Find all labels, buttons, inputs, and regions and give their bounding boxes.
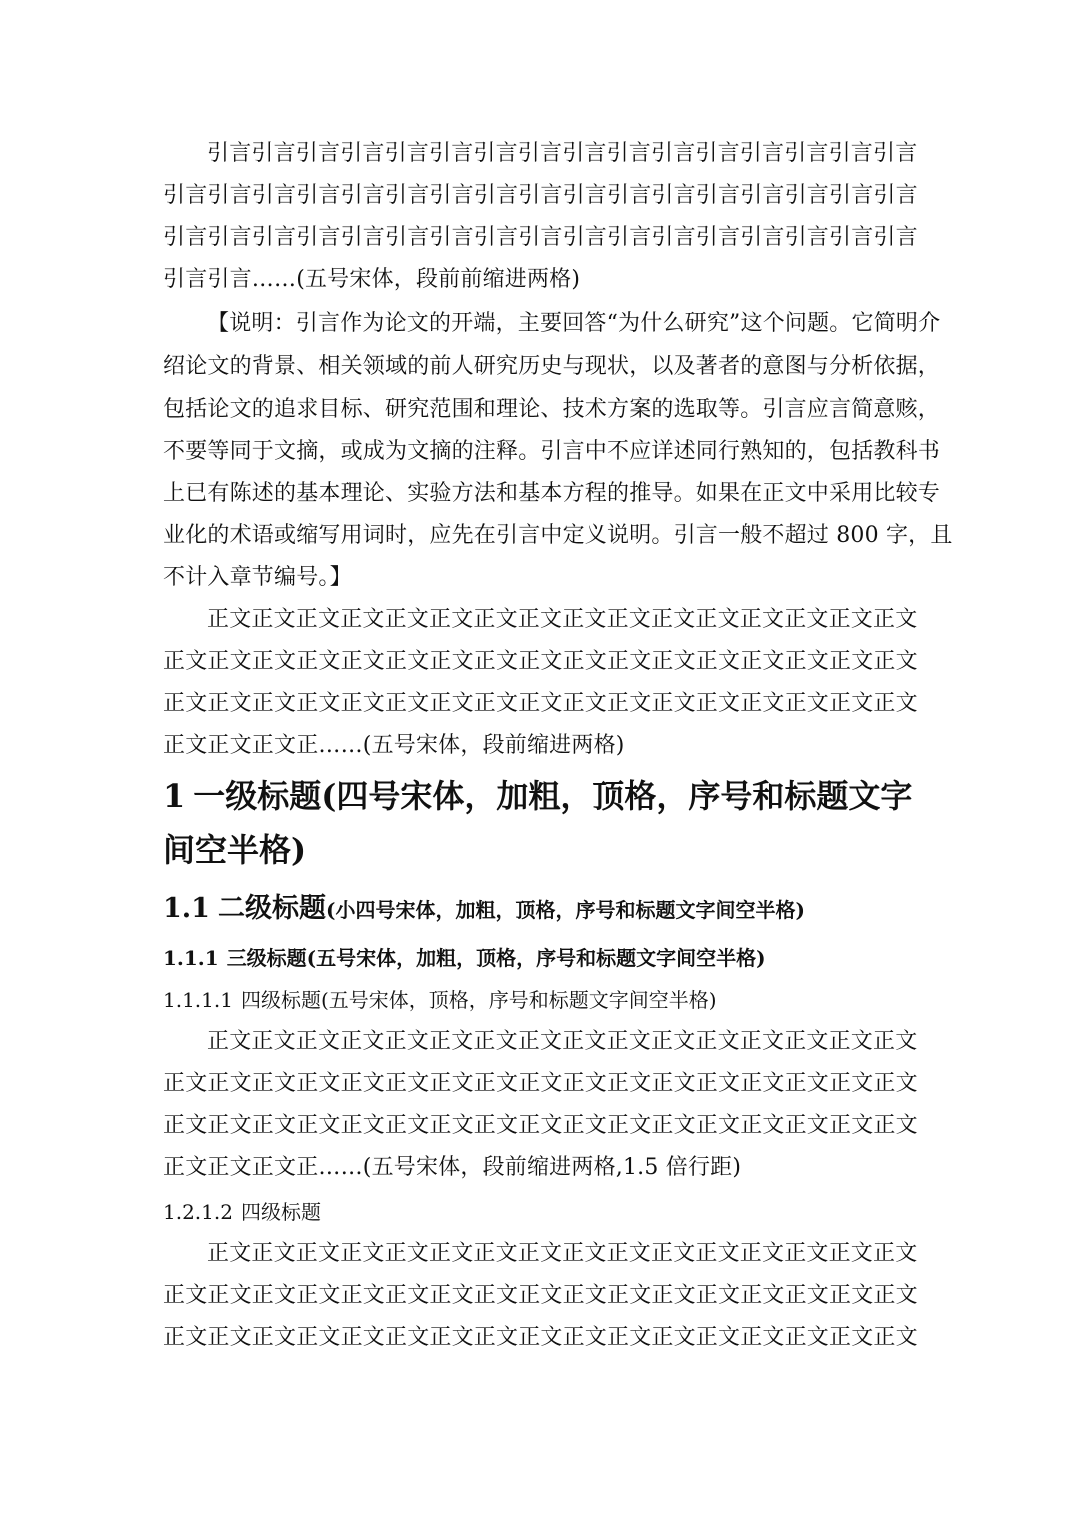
heading-2-note: (小四号宋体，加粗，顶格，序号和标题文字间空半格) (325, 898, 805, 922)
body3-line-3: 正文正文正文正文正文正文正文正文正文正文正文正文正文正文正文正文正文 (163, 1325, 918, 1350)
heading-1-title-line-2: 间空半格) (163, 831, 307, 869)
body1-line-3: 正文正文正文正文正文正文正文正文正文正文正文正文正文正文正文正文正文 (163, 691, 918, 716)
heading-3-number: 1.1.1 (163, 946, 219, 970)
intro-line-2: 引言引言引言引言引言引言引言引言引言引言引言引言引言引言引言引言引言 (163, 183, 918, 208)
body2-line-4: 正文正文正文正……(五号宋体，段前缩进两格,1.5 倍行距) (163, 1155, 742, 1180)
heading-2-title: 二级标题 (217, 893, 326, 924)
body2-line-2: 正文正文正文正文正文正文正文正文正文正文正文正文正文正文正文正文正文 (163, 1071, 918, 1096)
heading-1-number: 1 (163, 777, 186, 815)
note-line-7: 不计入章节编号。】 (163, 565, 352, 590)
body2-line-1: 正文正文正文正文正文正文正文正文正文正文正文正文正文正文正文正文 (207, 1029, 918, 1054)
body1-line-1: 正文正文正文正文正文正文正文正文正文正文正文正文正文正文正文正文 (207, 607, 918, 632)
note-line-1: 【说明：引言作为论文的开端，主要回答“为什么研究”这个问题。它简明介 (207, 311, 941, 336)
heading-2-number: 1.1 (163, 893, 210, 924)
intro-line-1: 引言引言引言引言引言引言引言引言引言引言引言引言引言引言引言引言 (207, 141, 918, 166)
note-line-3: 包括论文的追求目标、研究范围和理论、技术方案的选取等。引言应言简意赅， (163, 397, 941, 422)
body3-line-1: 正文正文正文正文正文正文正文正文正文正文正文正文正文正文正文正文 (207, 1241, 918, 1266)
heading-level-2 (163, 892, 805, 927)
note-line-4: 不要等同于文摘，或成为文摘的注释。引言中不应详述同行熟知的，包括教科书 (163, 439, 941, 464)
heading-4b-number: 1.2.1.2 (163, 1200, 233, 1224)
heading-level-1 (163, 776, 912, 816)
intro-line-3: 引言引言引言引言引言引言引言引言引言引言引言引言引言引言引言引言引言 (163, 225, 918, 250)
heading-4a-title: 四级标题(五号宋体，顶格，序号和标题文字间空半格) (240, 988, 717, 1012)
note-line-2: 绍论文的背景、相关领域的前人研究历史与现状，以及著者的意图与分析依据， (163, 354, 941, 379)
heading-1-title-line-1: 一级标题(四号宋体，加粗，顶格，序号和标题文字 (193, 777, 913, 815)
heading-4b-title: 四级标题 (240, 1200, 321, 1224)
document-page (163, 0, 953, 1523)
intro-line-4: 引言引言……(五号宋体，段前前缩进两格) (163, 267, 581, 292)
body1-line-2: 正文正文正文正文正文正文正文正文正文正文正文正文正文正文正文正文正文 (163, 649, 918, 674)
heading-3-title: 三级标题(五号宋体，加粗，顶格，序号和标题文字间空半格) (226, 946, 766, 970)
body2-line-3: 正文正文正文正文正文正文正文正文正文正文正文正文正文正文正文正文正文 (163, 1113, 918, 1138)
note-line-6: 业化的术语或缩写用词时，应先在引言中定义说明。引言一般不超过 800 字，且 (163, 523, 953, 548)
body1-line-4: 正文正文正文正……(五号宋体，段前缩进两格) (163, 733, 625, 758)
heading-4a-number: 1.1.1.1 (163, 988, 233, 1012)
heading-level-4b (163, 1198, 321, 1226)
body3-line-2: 正文正文正文正文正文正文正文正文正文正文正文正文正文正文正文正文正文 (163, 1283, 918, 1308)
heading-level-3 (163, 944, 766, 972)
heading-level-4a (163, 986, 717, 1014)
note-line-5: 上已有陈述的基本理论、实验方法和基本方程的推导。如果在正文中采用比较专 (163, 481, 941, 506)
